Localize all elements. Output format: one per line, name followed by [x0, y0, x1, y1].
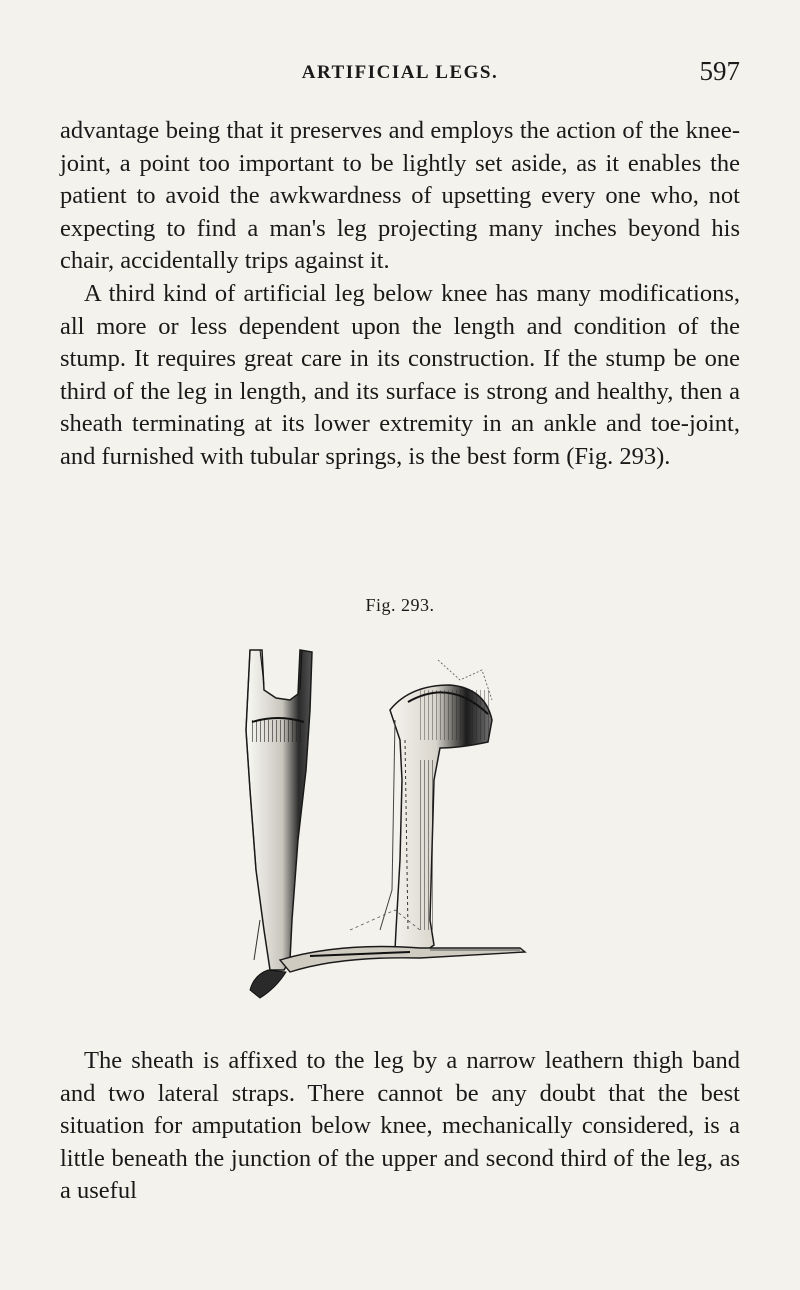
paragraph-continuation: advantage being that it preserves and employs the action of the knee-joint, a point too important to be lightly set aside, as it enables the patient to avoid the awkwardness of upsetting every one who, not expecting to find a man's leg projecting many inches beyond his chair, accidentally trips against it. — [60, 117, 740, 274]
left-leg-sheath — [246, 650, 312, 998]
running-head — [60, 56, 740, 94]
paragraph-third-kind: A third kind of artificial leg below knee has many modifications, all more or less dependent upon the length and condition of the stump. It requires great care in its construction. If the stump be one third of the leg in length, and its surface is strong and healthy, then a sheath terminating at its lower extremity in an ankle and toe-joint, and furnished with tubular springs, is the best form (Fig. 293). — [60, 280, 740, 470]
running-title: ARTIFICIAL LEGS. — [301, 62, 499, 83]
page-number: 597 — [699, 56, 740, 86]
artificial-leg-illustration — [220, 630, 600, 1020]
figure-caption: Fig. 293. — [365, 595, 435, 615]
right-leg-sheath — [380, 660, 492, 955]
paragraph-sheath-affixed: The sheath is affixed to the leg by a narrow leathern thigh band and two lateral straps. There cannot be any doubt that the best situation for amputation below knee, mechanically considered, is a little beneath the junction of the upper and second third of the leg, as a useful — [60, 1047, 740, 1204]
